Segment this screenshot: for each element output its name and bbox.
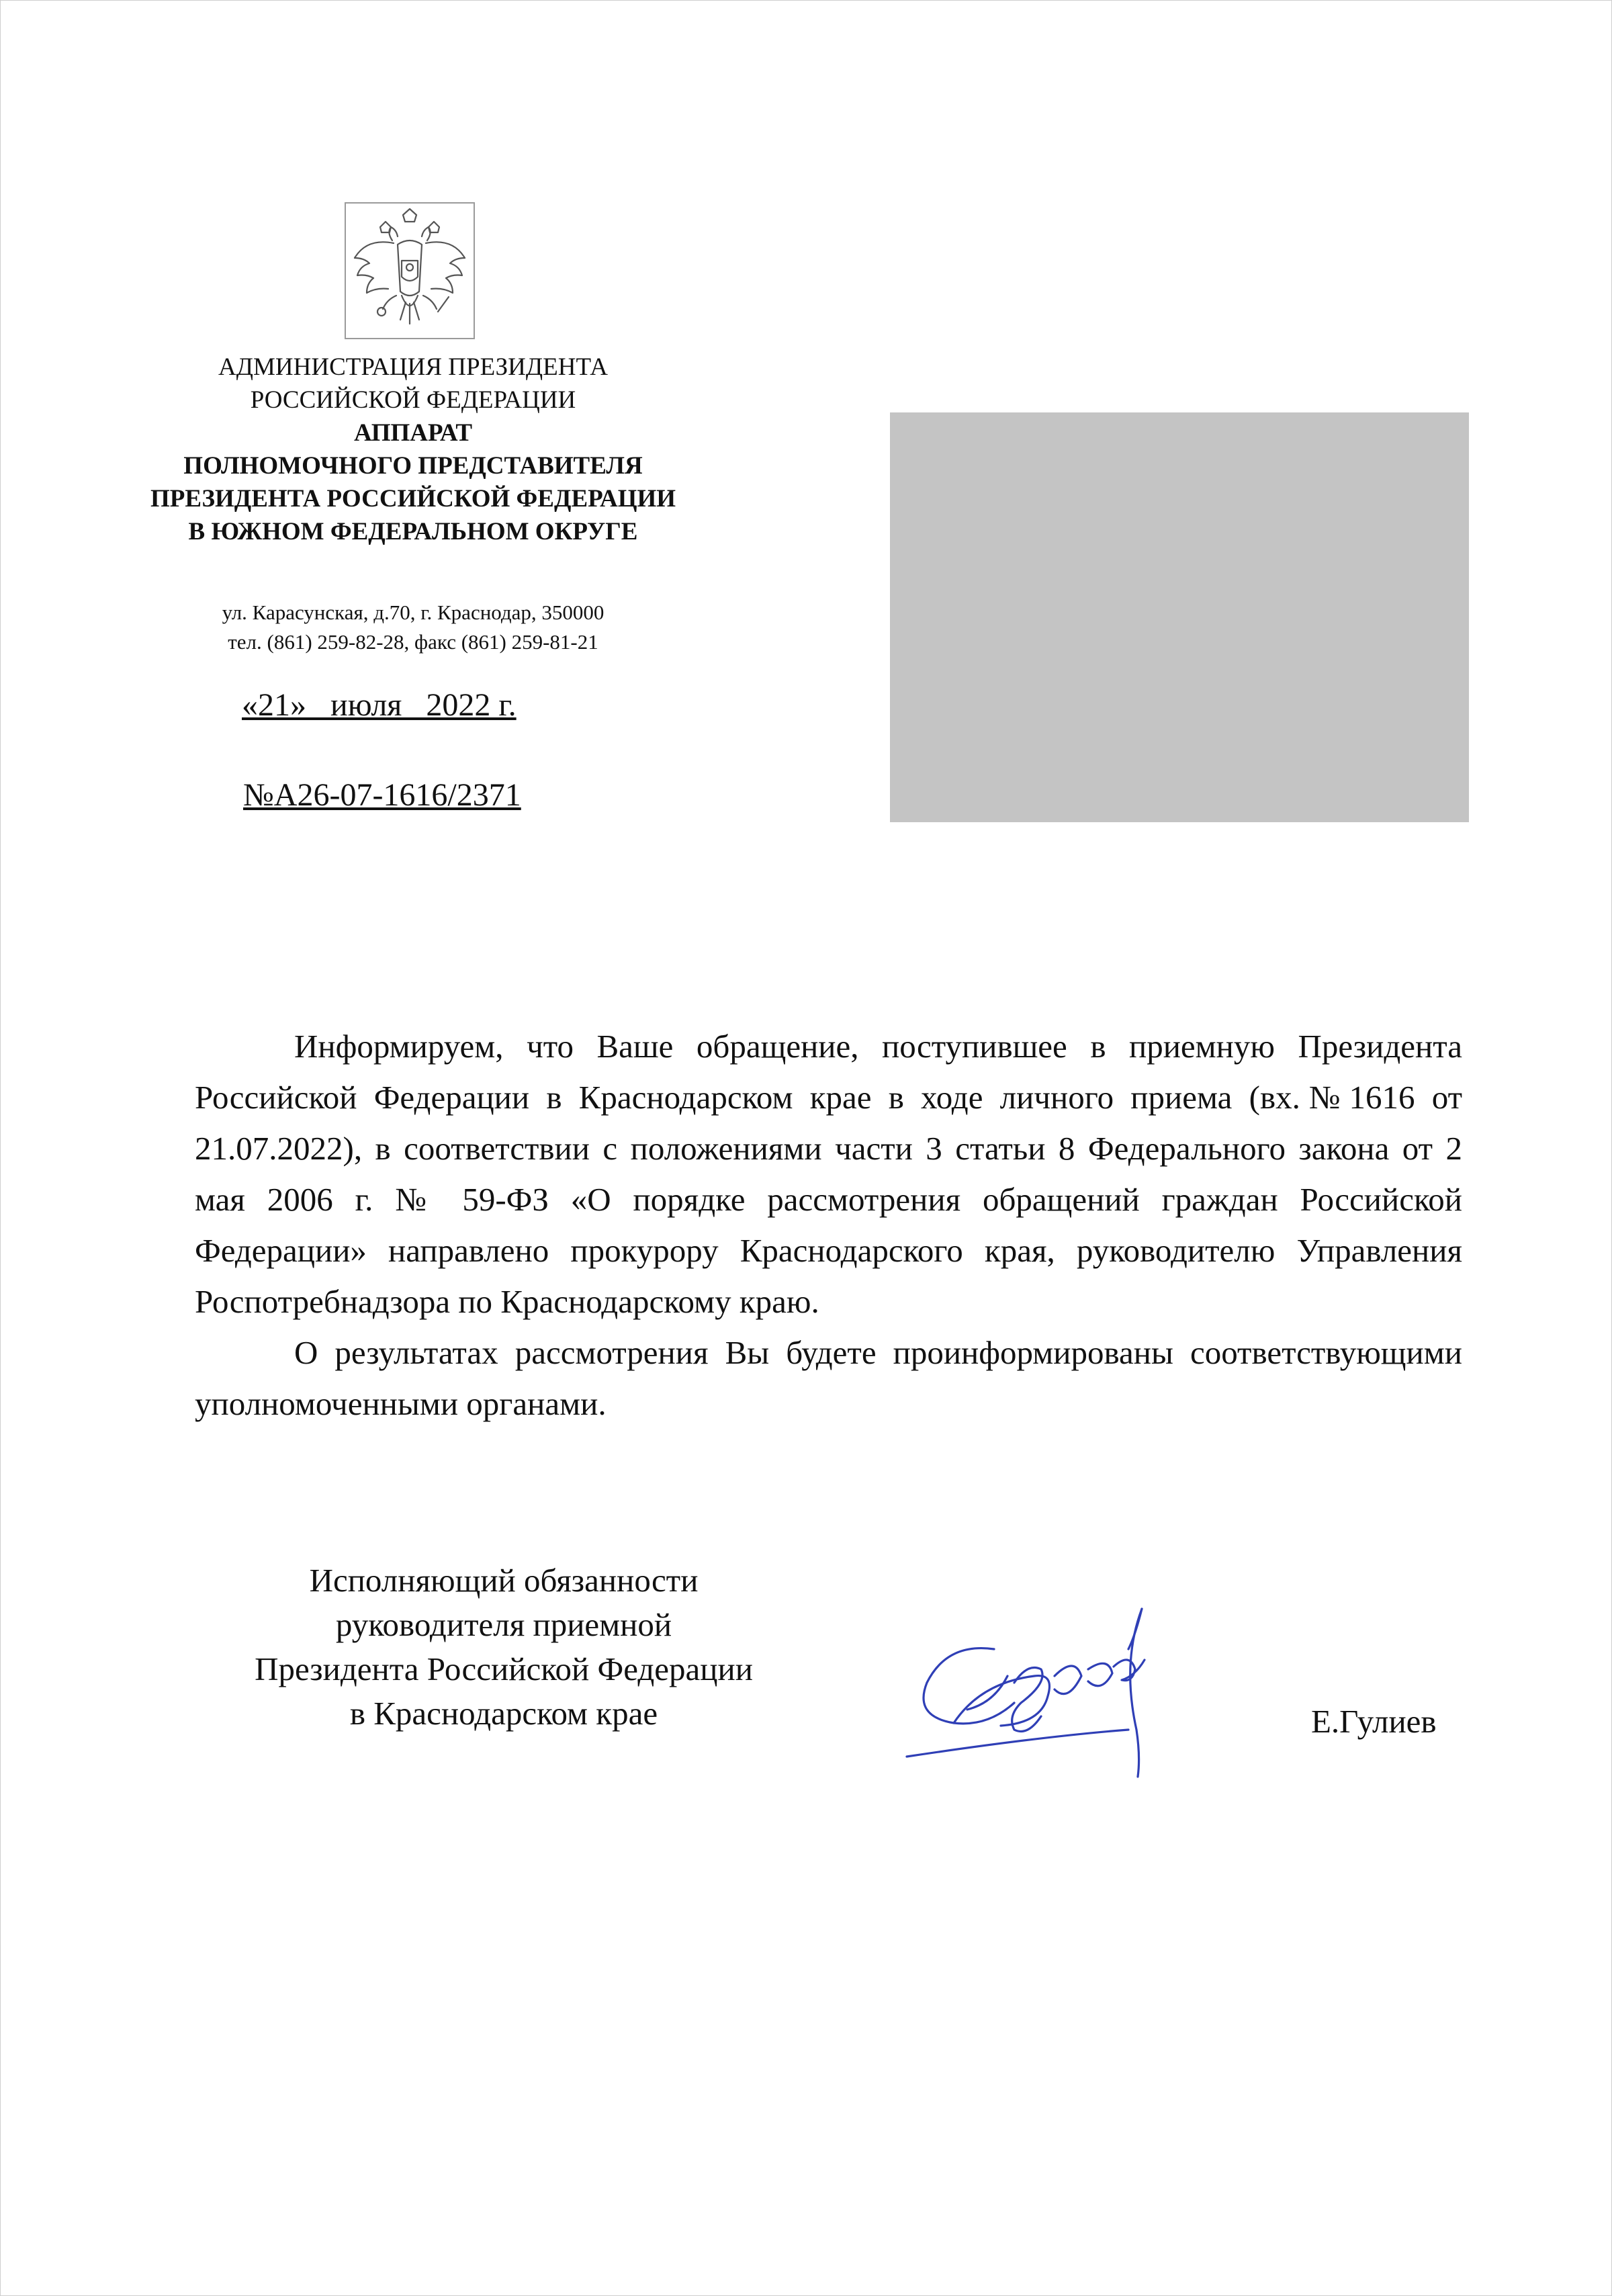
address-block [54,598,772,657]
postal-address: ул. Карасунская, д.70, г. Краснодар, 350000 [222,601,604,624]
letter-date: «21» июля 2022 г. [242,687,517,723]
position-line: Президента Российской Федерации [255,1650,753,1687]
position-line: Исполняющий обязанности [309,1562,699,1599]
signatory-position [161,1558,846,1736]
organization-name [54,351,772,548]
org-line: АППАРАТ [353,419,473,447]
handwritten-signature-icon [900,1602,1216,1790]
org-line: ПОЛНОМОЧНОГО ПРЕДСТАВИТЕЛЯ [183,452,643,480]
org-line: ПРЕЗИДЕНТА РОССИЙСКОЙ ФЕДЕРАЦИИ [150,485,676,513]
position-line: в Краснодарском крае [349,1695,658,1732]
body-paragraph: Информируем, что Ваше обращение, поступившее в приемную Президента Российской Федерации в Краснодарском крае в ходе личного приема (вх.№1616 от 21.07.2022), в соответствии с положениями части 3 статьи 8 Федерального закона от 2 мая 2006 г. № 59-ФЗ «О порядке рассмотрения обращений граждан Российской Федерации» направлено прокурору Краснодарского края, руководителю Управления Роспотребнадзора по Краснодарскому краю. [195,1028,1462,1320]
redacted-recipient-box [890,412,1469,822]
position-line: руководителя приемной [335,1606,672,1643]
org-line: АДМИНИСТРАЦИЯ ПРЕЗИДЕНТА [218,353,608,381]
org-line: В ЮЖНОМ ФЕДЕРАЛЬНОМ ОКРУГЕ [188,518,638,545]
body-paragraph: О результатах рассмотрения Вы будете проинформированы соответствующими уполномоченными органами. [195,1334,1462,1422]
coat-of-arms-icon [344,202,476,340]
letter-body [195,1021,1462,1429]
org-line: РОССИЙСКОЙ ФЕДЕРАЦИИ [250,386,576,414]
phone-fax: тел. (861) 259-82-28, факс (861) 259-81-21 [228,630,598,654]
document-number: №А26-07-1616/2371 [243,777,521,813]
signer-name: Е.Гулиев [1311,1703,1437,1740]
